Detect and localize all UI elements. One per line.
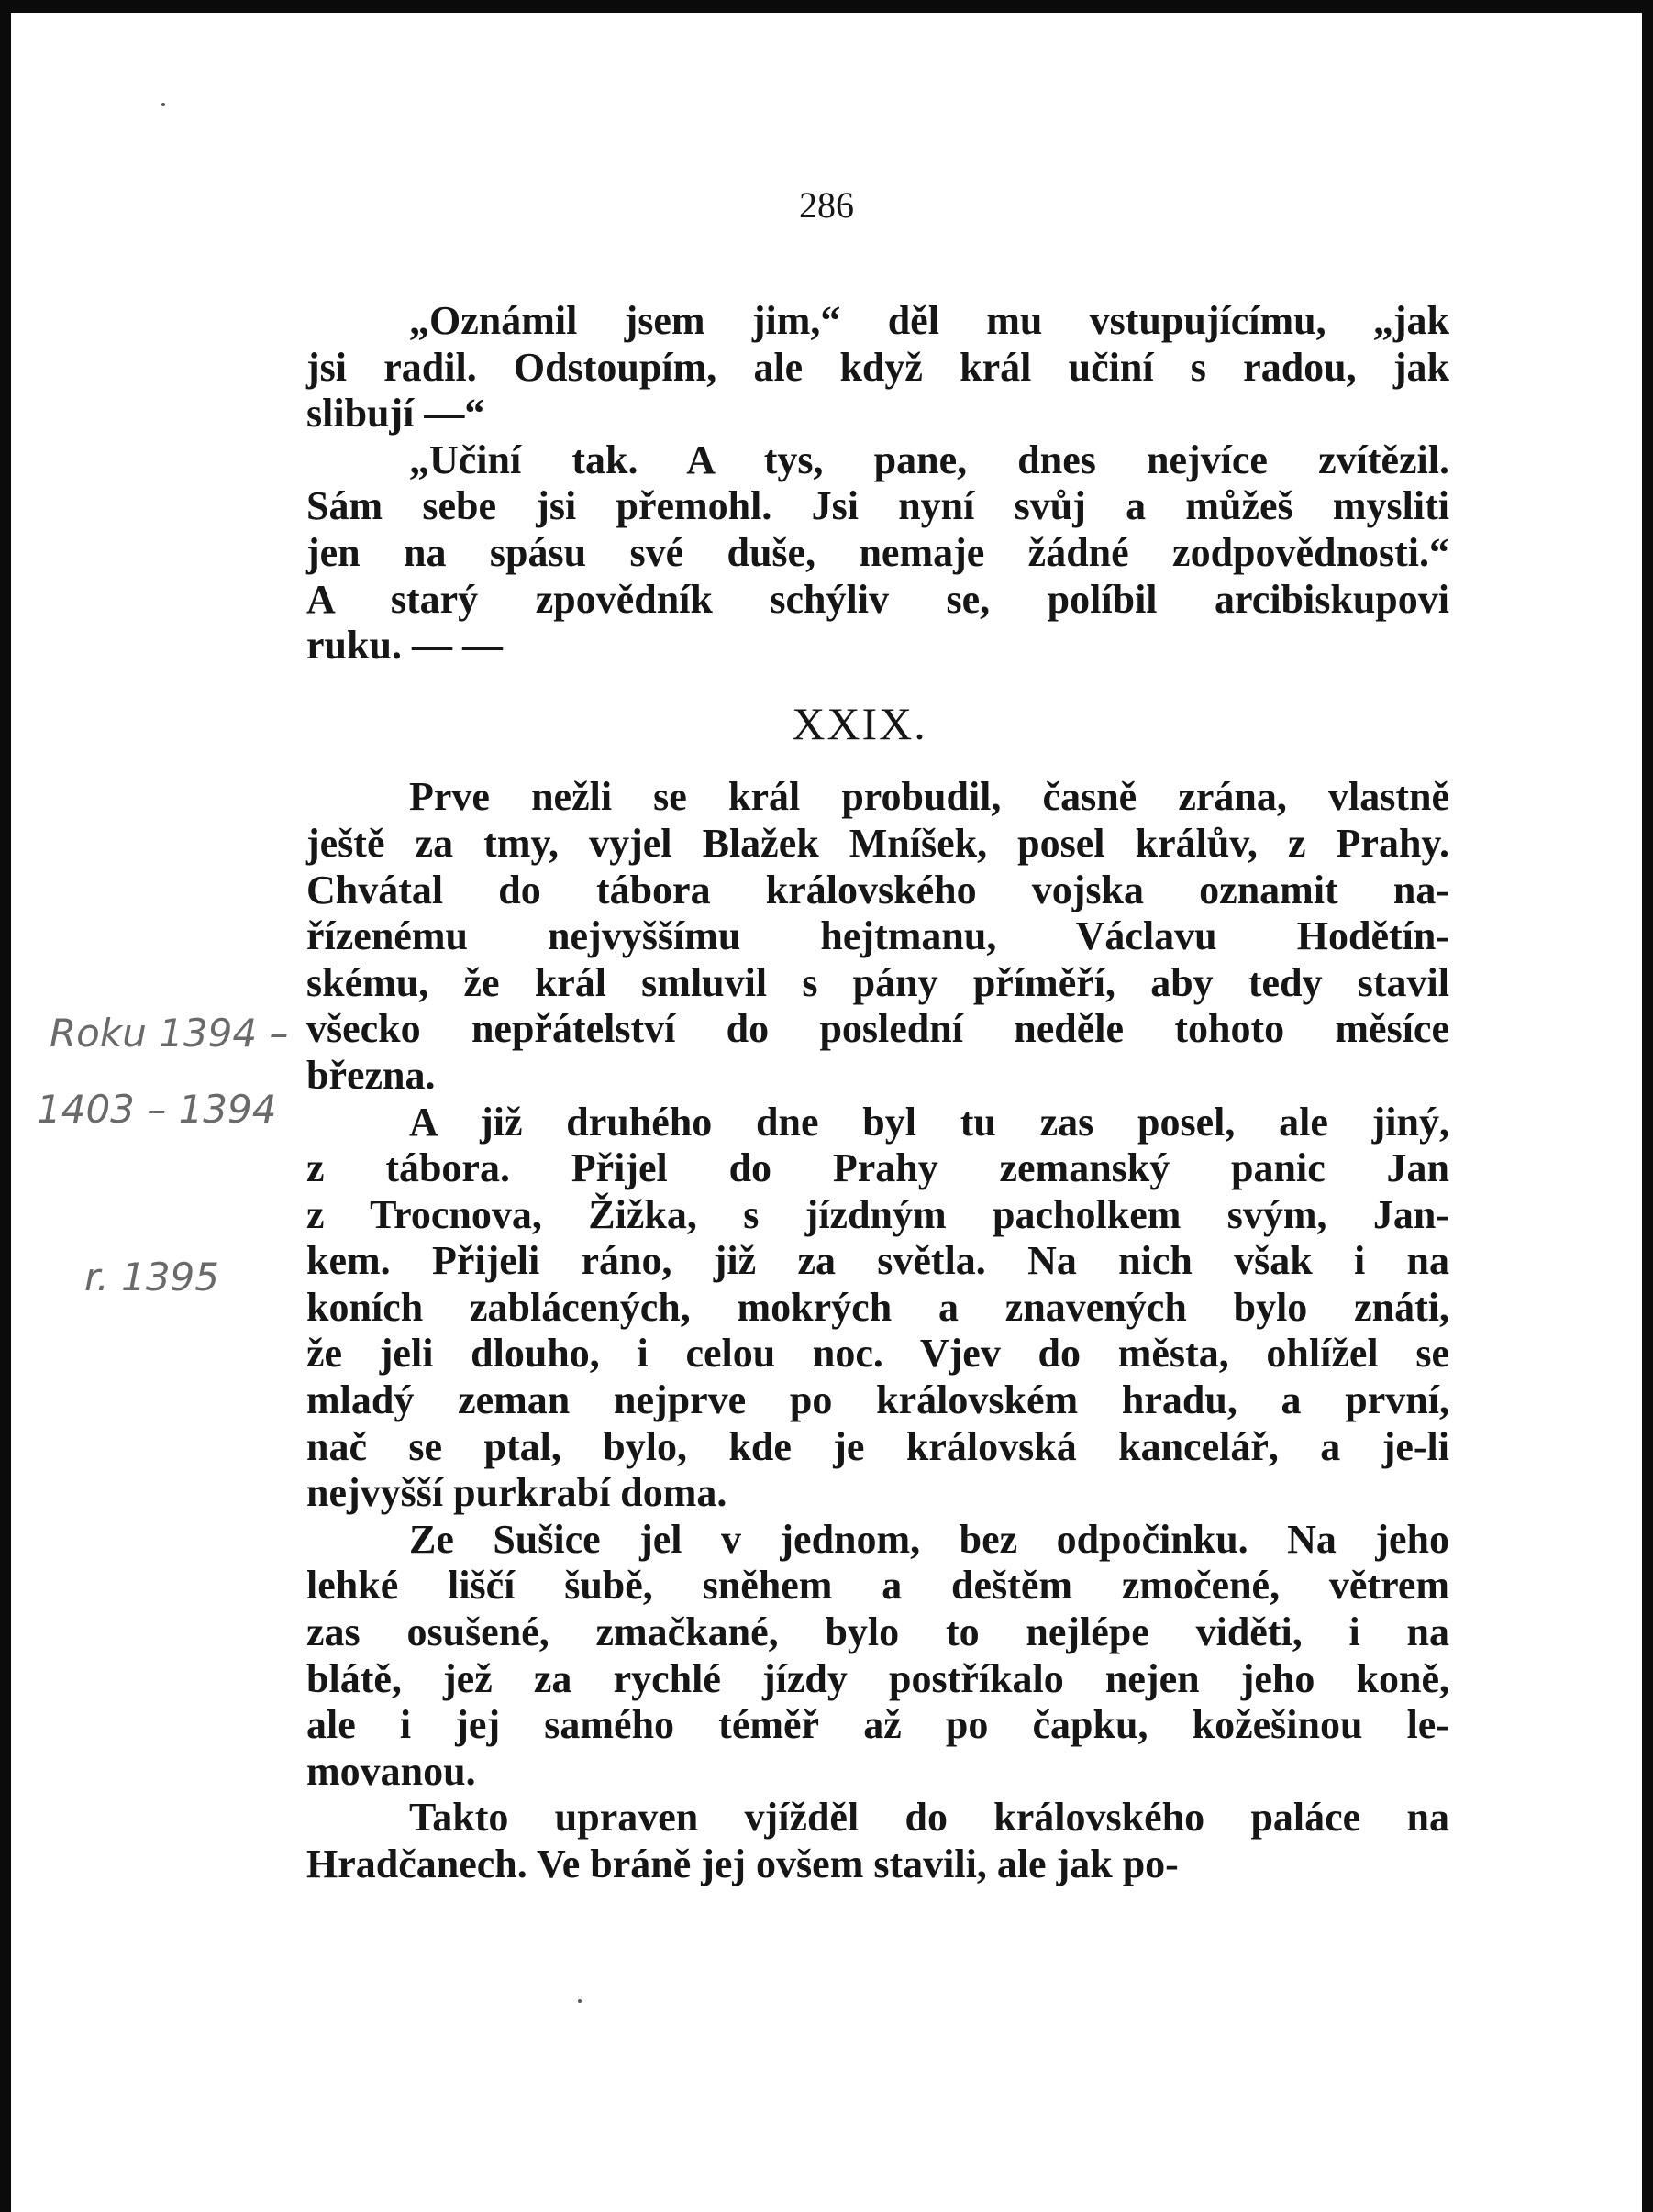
text-line: ale i jej samého téměř až po čapku, kožešinou le- [306,1702,1449,1748]
body-text [306,298,1449,1888]
paragraph [306,1795,1449,1887]
text-line: z Trocnova, Žižka, s jízdným pacholkem svým, Jan- [306,1191,1449,1237]
text-line: „Oznámil jsem jim,“ děl mu vstupujícímu, „jak [409,298,1449,343]
paragraphs-before [306,298,1449,669]
paragraph [306,437,1449,669]
text-line: jen na spásu své duše, nemaje žádné zodpovědnosti.“ [306,529,1449,575]
chapter-heading: XXIX. [792,697,927,749]
text-line: kem. Přijeli ráno, již za světla. Na nich však i na [306,1238,1449,1284]
scan-border-right [1642,0,1653,2212]
text-line: blátě, jež za rychlé jízdy postříkalo nejen jeho koně, [306,1655,1449,1701]
paragraph [306,298,1449,437]
text-line: movanou. [306,1748,476,1794]
text-line: nač se ptal, bylo, kde je královská kancelář, a je-li [306,1423,1449,1469]
text-line: Sám sebe jsi přemohl. Jsi nyní svůj a můžeš mysliti [306,483,1449,529]
text-line: lehké liščí šubě, sněhem a deštěm zmočené, větrem [306,1563,1449,1609]
paragraph [306,1100,1449,1517]
text-line: mladý zeman nejprve po královském hradu, a první, [306,1377,1449,1423]
margin-note: Roku 1394 – [50,1011,289,1056]
scan-speck [578,1999,582,2003]
text-line: zas osušené, zmačkané, bylo to nejlépe viděti, i na [306,1609,1449,1655]
text-line: ruku. — — [306,623,503,669]
text-line: března. [306,1052,436,1098]
margin-note: 1403 – 1394 [37,1087,277,1132]
text-line: jsi radil. Odstoupím, ale když král učiní s radou, jak [306,344,1449,390]
text-line: nejvyšší purkrabí doma. [306,1470,727,1516]
text-line: Takto upraven vjížděl do královského paláce na [409,1795,1449,1841]
text-line: řízenému nejvyššímu hejtmanu, Václavu Hodětín- [306,913,1449,959]
text-line: A starý zpovědník schýliv se, políbil arcibiskupovi [306,576,1449,622]
paragraph [306,774,1449,1099]
text-line: Prve nežli se král probudil, časně zrána, vlastně [409,774,1449,820]
text-line: že jeli dlouho, i celou noc. Vjev do města, ohlížel se [306,1331,1449,1377]
text-line: „Učiní tak. A tys, pane, dnes nejvíce zvítězil. [409,437,1449,482]
scan-border-left [0,0,11,2212]
text-line: Ze Sušice jel v jednom, bez odpočinku. Na jeho [409,1516,1449,1562]
text-line: slibují —“ [306,391,485,437]
text-line: Chvátal do tábora královského vojska oznamit na- [306,867,1449,912]
text-line: koních zablácených, mokrých a znavených bylo znáti, [306,1284,1449,1330]
scan-border-top [0,0,1653,13]
page-number: 286 [799,184,854,226]
text-line: všecko nepřátelství do poslední neděle tohoto měsíce [306,1006,1449,1052]
text-line: z tábora. Přijel do Prahy zemanský panic Jan [306,1145,1449,1191]
paragraphs-after [306,774,1449,1887]
text-line: A již druhého dne byl tu zas posel, ale jiný, [409,1099,1449,1145]
text-line: skému, že král smluvil s pány příměří, aby tedy stavil [306,959,1449,1005]
text-line: Hradčanech. Ve bráně jej ovšem stavili, ale jak po- [306,1841,1179,1886]
scan-speck [161,103,165,106]
paragraph [306,1517,1449,1796]
text-line: ještě za tmy, vyjel Blažek Mníšek, posel králův, z Prahy. [306,820,1449,866]
margin-note: r. 1395 [84,1255,219,1300]
